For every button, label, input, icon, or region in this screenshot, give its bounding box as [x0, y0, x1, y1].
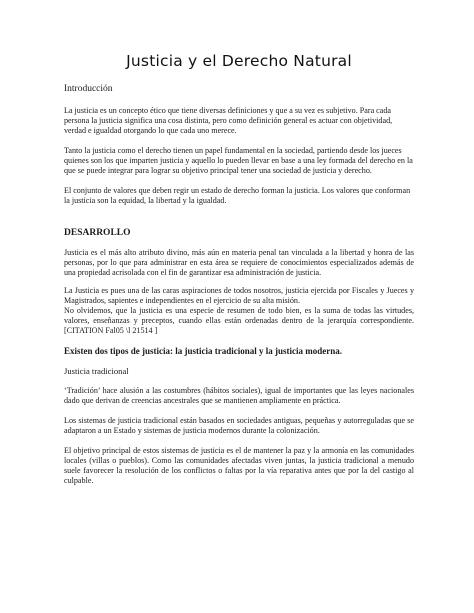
traditional-paragraph-1: ‘Tradición’ hace alusión a las costumbres (hábitos sociales), igual de importantes que las leyes nacionales dado que derivan de creencias ancestrales que se mantienen ampliamente en práctica. — [64, 386, 414, 405]
document-title: Justicia y el Derecho Natural — [126, 52, 352, 70]
intro-paragraph-1: La justicia es un concepto ético que tiene diversas definiciones y que a su vez es subjetivo. Para cada persona la justicia significa una cosa distinta, pero como definición general es actuar con objetividad, verdad e igualdad otorgando lo que cada uno merece. — [64, 106, 393, 135]
intro-heading: Introducción — [64, 84, 113, 94]
development-heading: DESARROLLO — [64, 228, 131, 238]
traditional-paragraph-2: Los sistemas de justicia tradicional están basados en sociedades antiguas, pequeñas y autorreguladas que se adaptaron a un Estado y sistemas de justicia modernos durante la colonización. — [64, 416, 414, 435]
intro-paragraph-3: El conjunto de valores que deben regir un estado de derecho forman la justicia. Los valores que conforman la justicia son la equidad, la libertad y la igualdad. — [64, 186, 411, 205]
development-paragraph-1: Justicia es el más alto atributo divino, más aún en materia penal tan vinculada a la libertad y honra de las personas, por lo que para administrar en esta área se requiere de conocimientos especializados además de una propiedad acrisolada con el fin de garantizar esa administración de justicia. — [64, 248, 414, 277]
traditional-paragraph-3: El objetivo principal de estos sistemas de justicia es el de mantener la paz y la armonía en las comunidades locales (villas o pueblos). Como las comunidades afectadas viven juntas, la justicia tradicional a menudo suele favorecer la resolución de los conflictos o faltas por la vía reparativa antes que por la del castigo al culpable. — [64, 446, 414, 485]
justice-types-heading: Existen dos tipos de justicia: la justicia tradicional y la justicia moderna. — [64, 346, 343, 356]
development-paragraph-3: No olvidemos, que la justicia es una especie de resumen de todo bien, es la suma de todas las virtudes, valores, enseñanzas y preceptos, cuando ellas están ordenadas dentro de la jerarquía correspondiente. [CITATION Fal05 \l 21514 ] — [64, 306, 414, 335]
development-paragraph-2: La Justicia es pues una de las caras aspiraciones de todos nosotros, justicia ejercida por Fiscales y Jueces y Magistrados, sapientes e independientes en el ejercicio de su alta misión. — [64, 286, 414, 305]
traditional-justice-heading: Justicia tradicional — [64, 366, 129, 376]
intro-paragraph-2: Tanto la justicia como el derecho tienen un papel fundamental en la sociedad, partiendo desde los jueces quienes son los que imparten justicia y aquello lo pueden llevar en base a una ley formada del derecho en la que se puede integrar para lograr su objetivo principal tener una sociedad de justicia y derecho. — [64, 146, 413, 175]
